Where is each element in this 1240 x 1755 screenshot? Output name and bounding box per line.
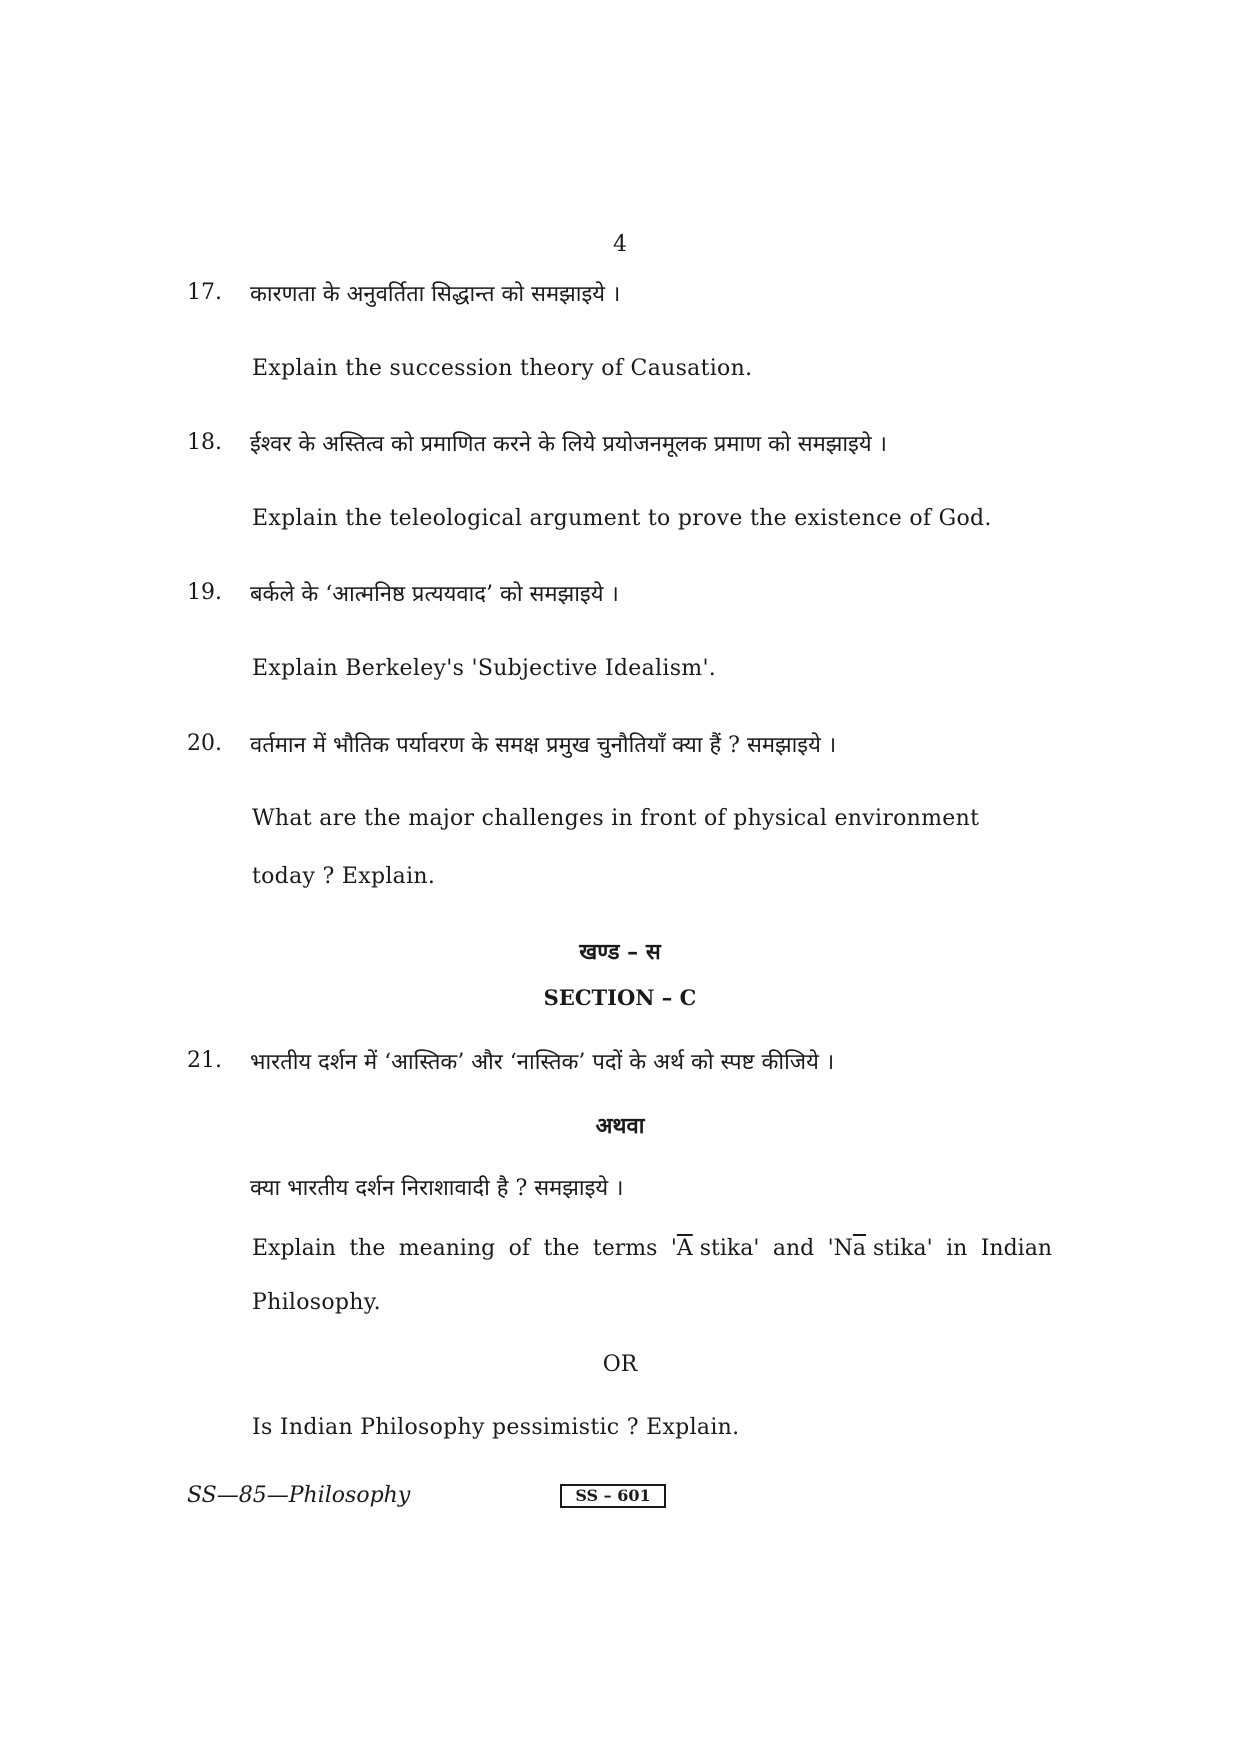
question-hindi: बर्कले के ‘आत्मनिष्ठ प्रत्ययवाद’ को समझाइये ।: [250, 582, 619, 607]
question-english: Explain the teleological argument to prove the existence of God.: [252, 506, 992, 531]
word: terms: [592, 1236, 658, 1261]
word: meaning: [398, 1236, 496, 1261]
question-english-line-2: today ? Explain.: [252, 864, 436, 889]
word: Explain: [252, 1236, 336, 1261]
question-number: 20.: [187, 731, 222, 756]
term-nastika: '$N\overline{a}$ stika': [827, 1236, 933, 1261]
question-hindi: वर्तमान में भौतिक पर्यावरण के समक्ष प्रमुख चुनौतियाँ क्या हैं ? समझाइये ।: [250, 733, 837, 758]
term-astika: '$\overline{A}$ stika': [670, 1236, 760, 1261]
page-number: 4: [613, 232, 627, 257]
question-english-line-1: What are the major challenges in front of physical environment: [252, 806, 980, 831]
question-english-line-2: Philosophy.: [252, 1290, 381, 1315]
question-english-alternative: Is Indian Philosophy pessimistic ? Explain.: [252, 1415, 740, 1440]
question-hindi: भारतीय दर्शन में ‘आस्तिक’ और ‘नास्तिक’ पदों के अर्थ को स्पष्ट कीजिये ।: [250, 1050, 835, 1075]
question-number: 18.: [187, 430, 222, 455]
word: in: [946, 1236, 968, 1261]
footer-paper-code: SS – 601: [560, 1484, 666, 1508]
word: the: [349, 1236, 386, 1261]
section-heading-english: SECTION – C: [543, 985, 697, 1010]
question-number: 19.: [187, 580, 222, 605]
word: of: [508, 1236, 531, 1261]
question-english-line-1: [252, 1236, 1052, 1261]
word: Indian: [980, 1236, 1052, 1261]
section-heading-hindi: खण्ड – स: [579, 939, 661, 965]
question-hindi-alternative: क्या भारतीय दर्शन निराशावादी है ? समझाइये ।: [250, 1176, 624, 1201]
question-hindi: कारणता के अनुवर्तिता सिद्धान्त को समझाइये ।: [250, 282, 621, 307]
question-english: Explain Berkeley's 'Subjective Idealism'.: [252, 656, 717, 681]
or-hindi: अथवा: [595, 1113, 645, 1139]
or-english: OR: [602, 1352, 638, 1377]
question-english: Explain the succession theory of Causation.: [252, 356, 753, 381]
question-hindi: ईश्वर के अस्तित्व को प्रमाणित करने के लिये प्रयोजनमूलक प्रमाण को समझाइये ।: [250, 432, 887, 457]
word: and: [772, 1236, 815, 1261]
question-number: 17.: [187, 280, 222, 305]
footer-paper-title: SS—85—Philosophy: [187, 1483, 411, 1508]
word: the: [543, 1236, 580, 1261]
question-number: 21.: [187, 1048, 222, 1073]
